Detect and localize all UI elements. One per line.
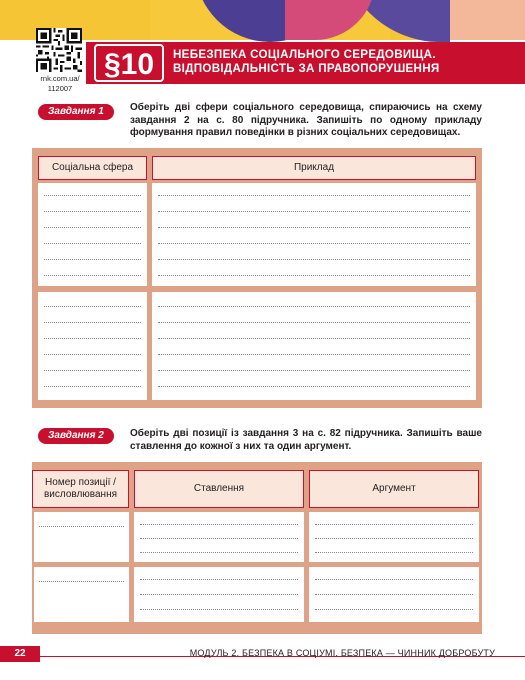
task-1-header-example: Приклад	[152, 156, 476, 180]
task-2-table	[32, 462, 482, 634]
task-1-example-answer-2[interactable]	[152, 292, 476, 400]
task-2-header-argument: Аргумент	[309, 470, 479, 508]
task-2-attitude-answer-2[interactable]	[134, 567, 304, 622]
qr-caption-url: rnk.com.ua/	[40, 74, 80, 83]
section-title-line-1: НЕБЕЗПЕКА СОЦІАЛЬНОГО СЕРЕДОВИЩА.	[173, 48, 436, 61]
task-2-argument-answer-2[interactable]	[309, 567, 479, 622]
task-2-header-attitude: Ставлення	[134, 470, 304, 508]
task-1-header-sphere: Соціальна сфера	[38, 156, 147, 180]
page-number: 22	[0, 646, 40, 662]
task-1-label: Завдання 1	[38, 104, 114, 120]
qr-caption-code: 112007	[47, 84, 73, 93]
task-2-label: Завдання 2	[38, 428, 114, 444]
qr-code-icon[interactable]	[36, 28, 82, 74]
qr-caption	[28, 72, 92, 94]
section-number: §10	[94, 44, 164, 82]
task-2-attitude-answer-1[interactable]	[134, 512, 304, 562]
footer-module-title: МОДУЛЬ 2. БЕЗПЕКА В СОЦІУМІ. БЕЗПЕКА — ЧИННИК ДОБРОБУТУ	[189, 648, 495, 658]
task-2-position-answer-1[interactable]	[34, 512, 129, 562]
task-1-example-answer-1[interactable]	[152, 183, 476, 286]
task-2-header-position: Номер позиції / висловлювання	[32, 470, 129, 508]
section-title-line-2: ВІДПОВІДАЛЬНІСТЬ ЗА ПРАВОПОРУШЕННЯ	[173, 62, 440, 75]
task-1-sphere-answer-2[interactable]	[38, 292, 147, 400]
top-decoration-peach	[450, 0, 525, 40]
section-title	[173, 48, 503, 76]
task-2-position-answer-2[interactable]	[34, 567, 129, 622]
task-1-table	[32, 148, 482, 408]
task-2-instructions: Оберіть дві позиції із завдання 3 на с. 82 підручника. Запишіть ваше ставлення до кожної з них та один аргумент.	[130, 428, 482, 452]
task-2-argument-answer-1[interactable]	[309, 512, 479, 562]
task-1-sphere-answer-1[interactable]	[38, 183, 147, 286]
task-1-instructions: Оберіть дві сфери соціального середовища, спираючись на схему завдання 2 на с. 80 підручника. Запишіть по одному прикладу формування правил поведінки в різних соціальних середовищах.	[130, 102, 482, 138]
